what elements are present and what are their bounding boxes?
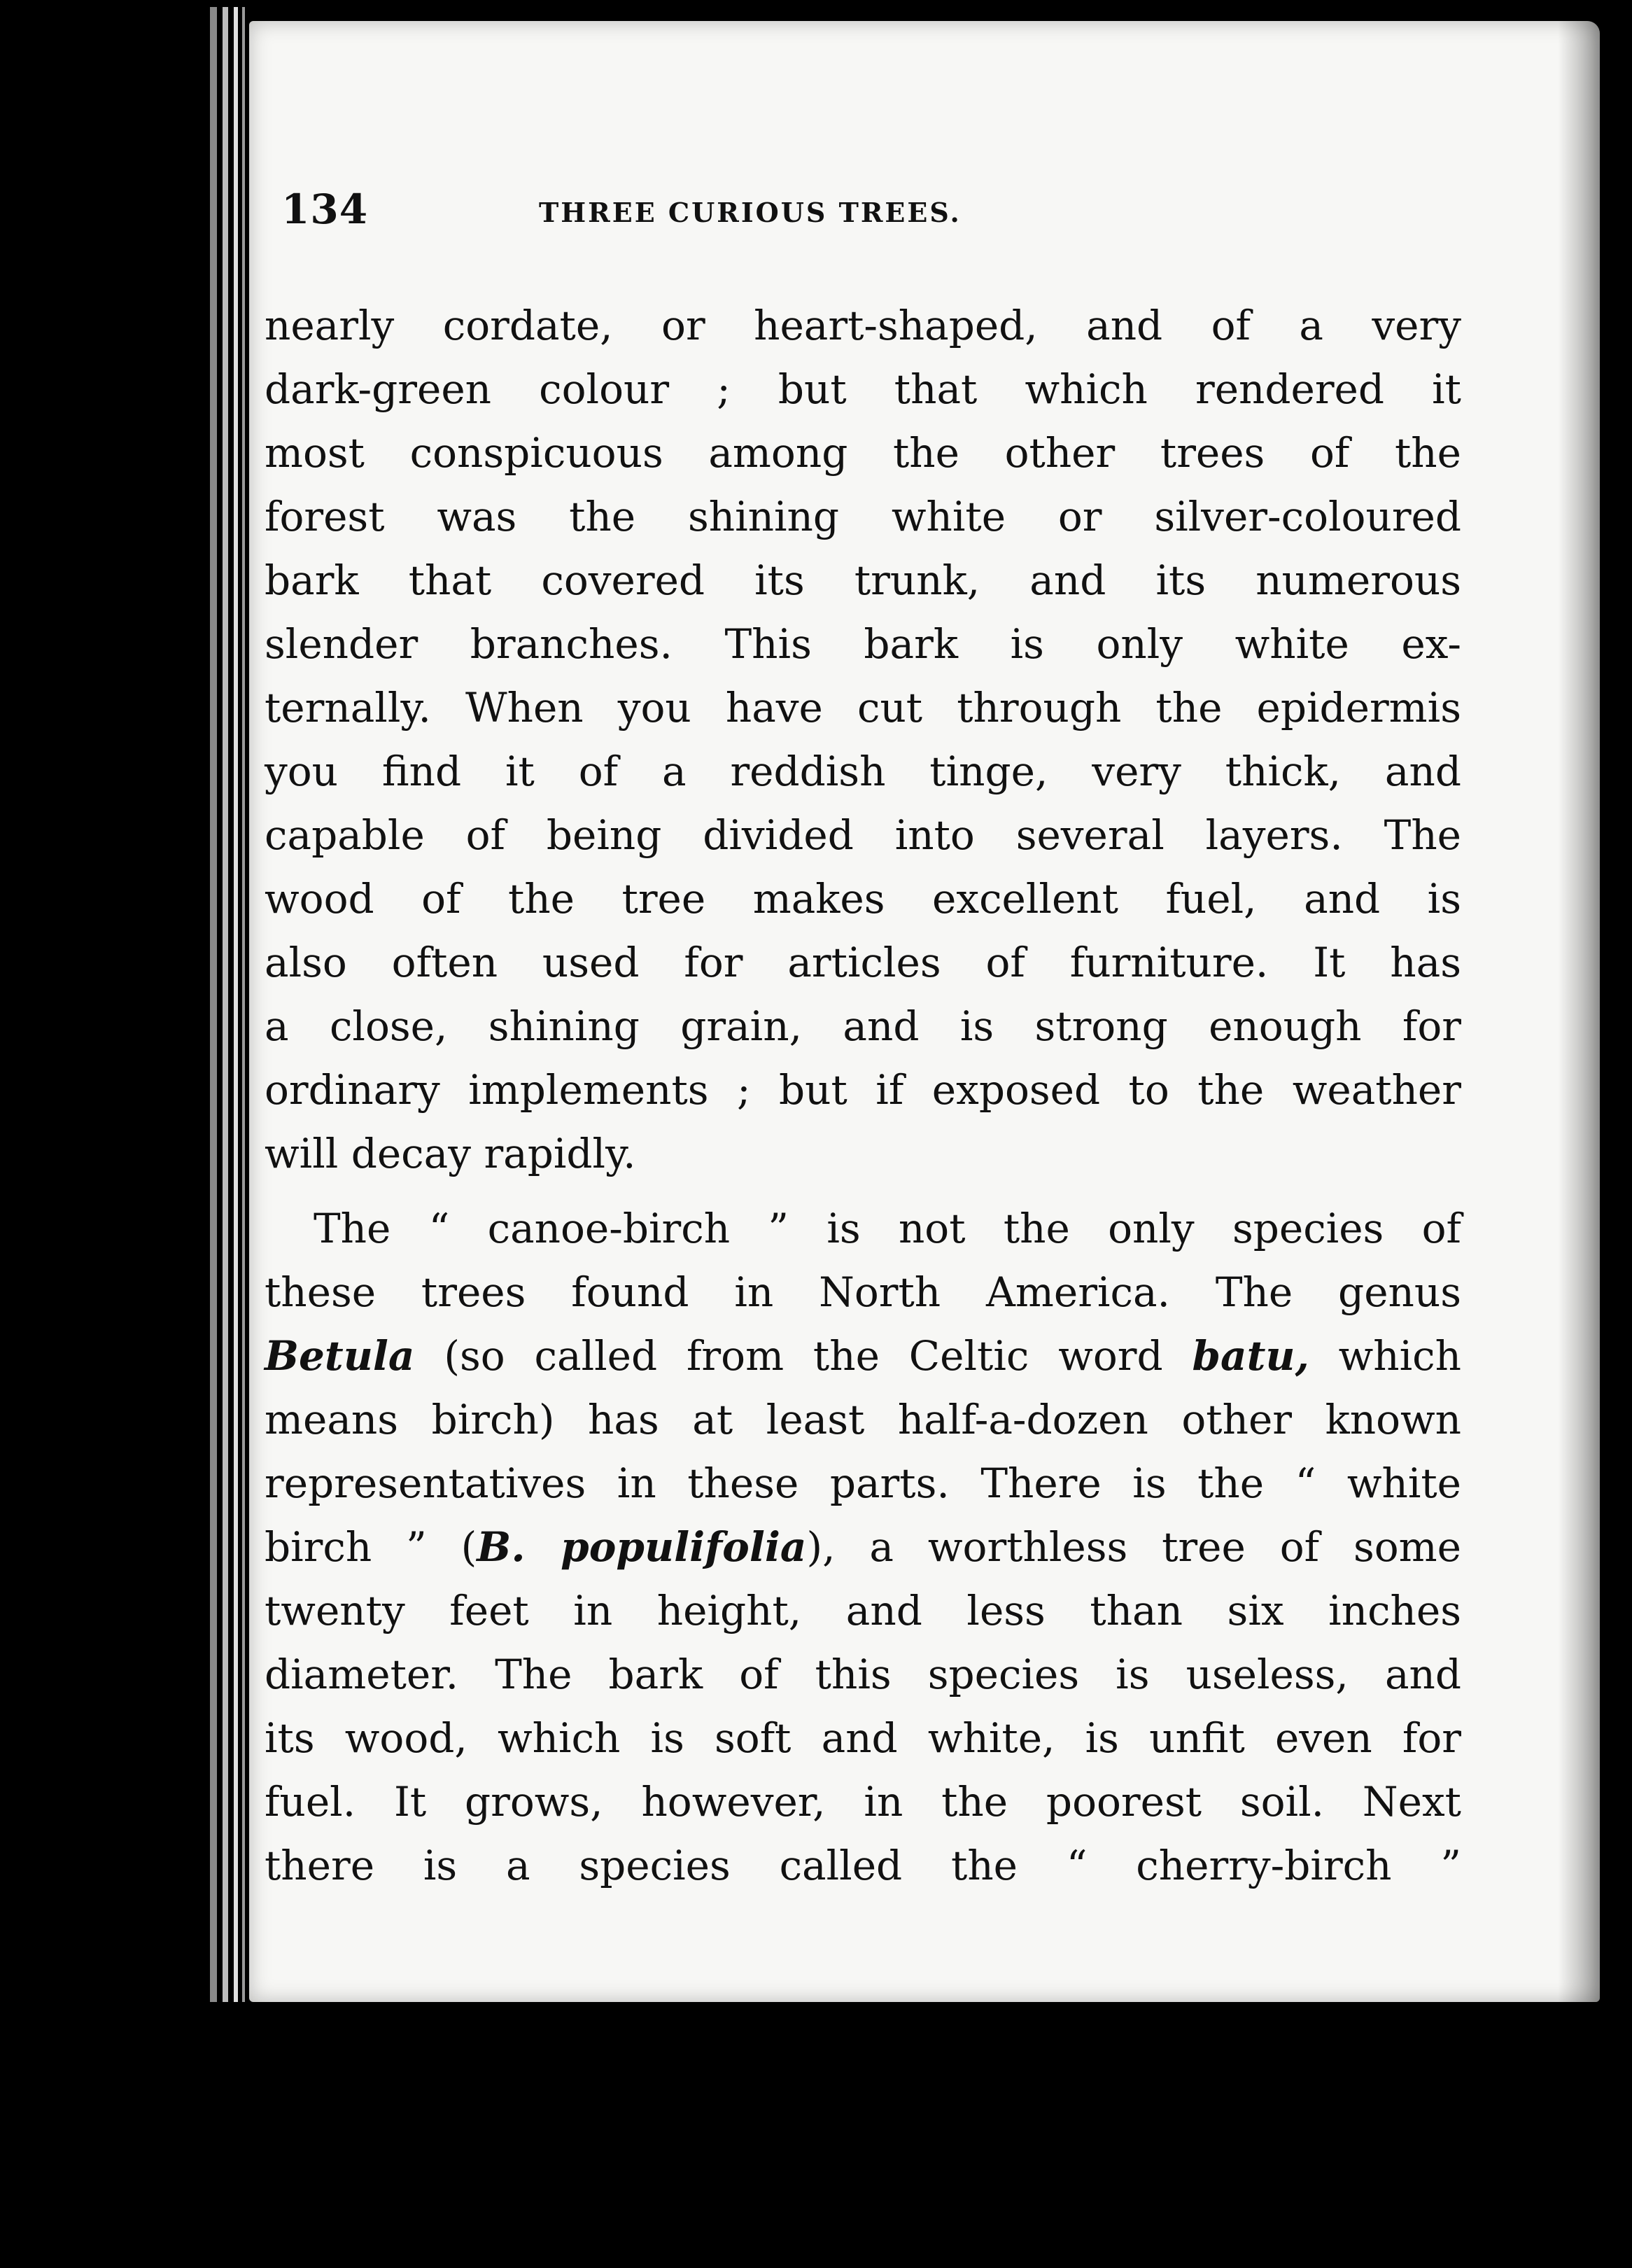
- text-line: there is a species called the “ cherry-birch ”: [265, 1842, 1461, 1889]
- text-line: capable of being divided into several layers. The: [265, 811, 1461, 859]
- text-line: you find it of a reddish tinge, very thick, and: [265, 748, 1461, 795]
- text-line: [265, 1324, 1461, 1388]
- text-run: which: [1309, 1332, 1461, 1380]
- text-run: birch ” (: [265, 1523, 477, 1571]
- italic-species: B. populifolia: [477, 1523, 807, 1571]
- text-line: ternally. When you have cut through the epidermis: [265, 684, 1461, 732]
- text-line: wood of the tree makes excellent fuel, and is: [265, 875, 1461, 923]
- page-edge: [242, 7, 245, 2002]
- text-line: most conspicuous among the other trees of the: [265, 429, 1461, 477]
- text-line: these trees found in North America. The genus: [265, 1268, 1461, 1316]
- text-line: its wood, which is soft and white, is unfit even for: [265, 1714, 1461, 1762]
- text-run: ), a worthless tree of some: [806, 1523, 1461, 1571]
- text-line: fuel. It grows, however, in the poorest soil. Next: [265, 1778, 1461, 1826]
- italic-word: batu,: [1192, 1332, 1309, 1380]
- text-line: twenty feet in height, and less than six inches: [265, 1587, 1461, 1634]
- text-line: slender branches. This bark is only white ex-: [265, 620, 1461, 668]
- text-line: means birch) has at least half-a-dozen other known: [265, 1396, 1461, 1443]
- text-line: forest was the shining white or silver-coloured: [265, 493, 1461, 540]
- text-line: bark that covered its trunk, and its numerous: [265, 556, 1461, 604]
- text-line: diameter. The bark of this species is useless, and: [265, 1651, 1461, 1698]
- page-header: [281, 186, 1212, 241]
- page-edge: [223, 7, 228, 2002]
- running-head: THREE CURIOUS TREES.: [539, 197, 962, 228]
- text-line: nearly cordate, or heart-shaped, and of a very: [265, 302, 1461, 349]
- body-text: [265, 294, 1461, 1898]
- text-line: will decay rapidly.: [265, 1130, 636, 1177]
- page-edge: [210, 7, 217, 2002]
- page-number: 134: [281, 186, 369, 233]
- text-line: representatives in these parts. There is the “ white: [265, 1460, 1461, 1507]
- text-line: ordinary implements ; but if exposed to the weather: [265, 1066, 1461, 1114]
- italic-genus: Betula: [265, 1332, 415, 1380]
- text-line: [265, 1516, 1461, 1579]
- text-line: dark-green colour ; but that which rendered it: [265, 365, 1461, 413]
- text-line: a close, shining grain, and is strong enough for: [265, 1002, 1461, 1050]
- page-edge: [234, 7, 238, 2002]
- text-line: also often used for articles of furniture. It has: [265, 939, 1461, 986]
- page-shadow: [1558, 21, 1600, 2002]
- paragraph-gap: [265, 1186, 1461, 1197]
- text-run: (so called from the Celtic word: [414, 1332, 1193, 1380]
- text-line: The “ canoe-birch ” is not the only species of: [314, 1205, 1461, 1252]
